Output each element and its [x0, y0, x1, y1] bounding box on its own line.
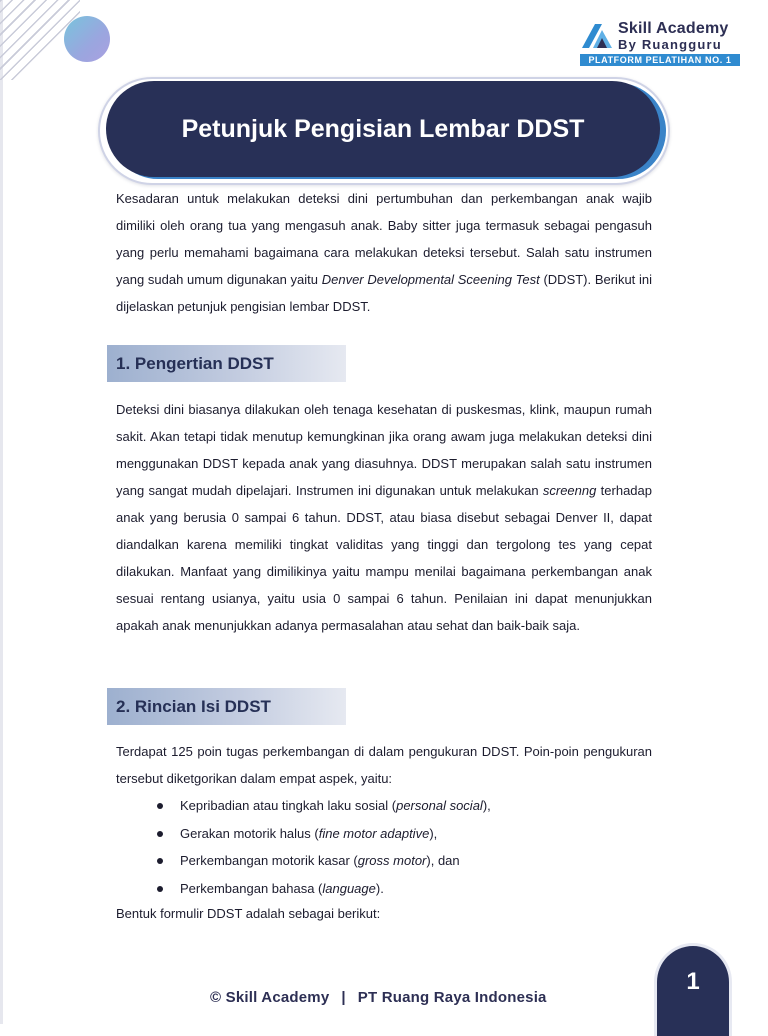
section-1-paragraph — [116, 396, 652, 639]
list-item — [116, 792, 652, 820]
page-number: 1 — [686, 968, 700, 995]
section-2-heading-text: 2. Rincian Isi DDST — [116, 696, 271, 716]
section-1-italic-term: screenng — [542, 483, 597, 498]
title-banner — [98, 77, 670, 185]
decorative-circle — [64, 16, 110, 62]
intro-paragraph — [116, 185, 652, 320]
list-item-end: ), — [482, 798, 491, 813]
skill-academy-logo — [580, 20, 742, 68]
list-item — [116, 820, 652, 848]
section-2-closing: Bentuk formulir DDST adalah sebagai berikut: — [116, 906, 381, 921]
aspect-list — [116, 792, 652, 902]
list-item-italic: personal social — [396, 798, 483, 813]
footer-copyright: © Skill Academy — [210, 989, 330, 1006]
footer-company: PT Ruang Raya Indonesia — [357, 989, 547, 1006]
section-1-heading-text: 1. Pengertian DDST — [116, 353, 274, 373]
list-item — [116, 875, 652, 903]
section-1-text-end: terhadap anak yang berusia 0 sampai 6 tahun. DDST, atau biasa disebut sebagai Denver II, dapat diandalkan karena memiliki tingkat validitas yang tinggi dan tergolong tes yang cepat dilakukan. Manfaat yang dimilikinya yaitu mampu menilai bagaimana perkembangan anak sesuai rentang usianya, yaitu usia 0 sampai 6 tahun. Penilaian ini dapat menunjukkan apakah anak menunjukkan adanya permasalahan atau sehat dan baik-baik saja. — [116, 483, 652, 633]
list-item-end: ). — [375, 880, 384, 896]
list-item-text: Gerakan motorik halus ( — [180, 825, 319, 841]
intro-text-end: (DDST). Berikut ini dijelaskan petunjuk pengisian lembar DDST. — [116, 272, 653, 314]
intro-text-start: Kesadaran untuk melakukan deteksi dini pertumbuhan dan perkembangan anak wajib dimiliki oleh orang tua yang mengasuh anak. Baby sitter juga termasuk sebagai pengasuh yang perlu memahami bagaimana cara melakukan deteksi tersebut. Salah satu instrumen yang sudah umum digunakan yaitu — [116, 191, 652, 287]
logo-subtitle: By Ruangguru — [618, 37, 722, 52]
section-1-heading — [107, 345, 346, 382]
page-footer — [210, 989, 547, 1006]
title-banner-pill — [106, 81, 660, 177]
section-1-text-start: Deteksi dini biasanya dilakukan oleh tenaga kesehatan di puskesmas, klink, maupun rumah sakit. Akan tetapi tidak menutup kemungkinan jika orang awam juga melakukan deteksi dini menggunakan DDST kepada anak yang diasuhnya. DDST merupakan salah satu instrumen yang sangat mudah dipelajari. Instrumen ini digunakan untuk melakukan — [116, 402, 652, 498]
list-item-text: Perkembangan bahasa ( — [180, 880, 323, 896]
skill-academy-logo-icon — [580, 22, 614, 50]
list-item-italic: gross motor — [357, 853, 427, 868]
page-left-edge — [0, 0, 3, 1024]
logo-tagline: PLATFORM PELATIHAN NO. 1 — [580, 54, 740, 66]
page-title: Petunjuk Pengisian Lembar DDST — [181, 114, 585, 143]
list-item — [116, 847, 652, 875]
list-item-italic: language — [322, 880, 376, 896]
page-number-tab — [657, 946, 729, 1036]
list-item-end: ), — [429, 825, 438, 841]
intro-italic-term: Denver Developmental Sceening Test — [321, 272, 540, 287]
footer-separator: | — [341, 989, 346, 1006]
logo-title: Skill Academy — [618, 20, 729, 37]
section-2-heading — [107, 688, 346, 725]
section-2-intro: Terdapat 125 poin tugas perkembangan di dalam pengukuran DDST. Poin-poin pengukuran tersebut diketgorikan dalam empat aspek, yaitu: — [116, 744, 652, 786]
list-item-italic: fine motor adaptive — [318, 825, 430, 841]
list-item-text: Perkembangan motorik kasar ( — [180, 853, 358, 868]
list-item-end: ), dan — [426, 853, 460, 868]
list-item-text: Kepribadian atau tingkah laku sosial ( — [180, 798, 397, 813]
